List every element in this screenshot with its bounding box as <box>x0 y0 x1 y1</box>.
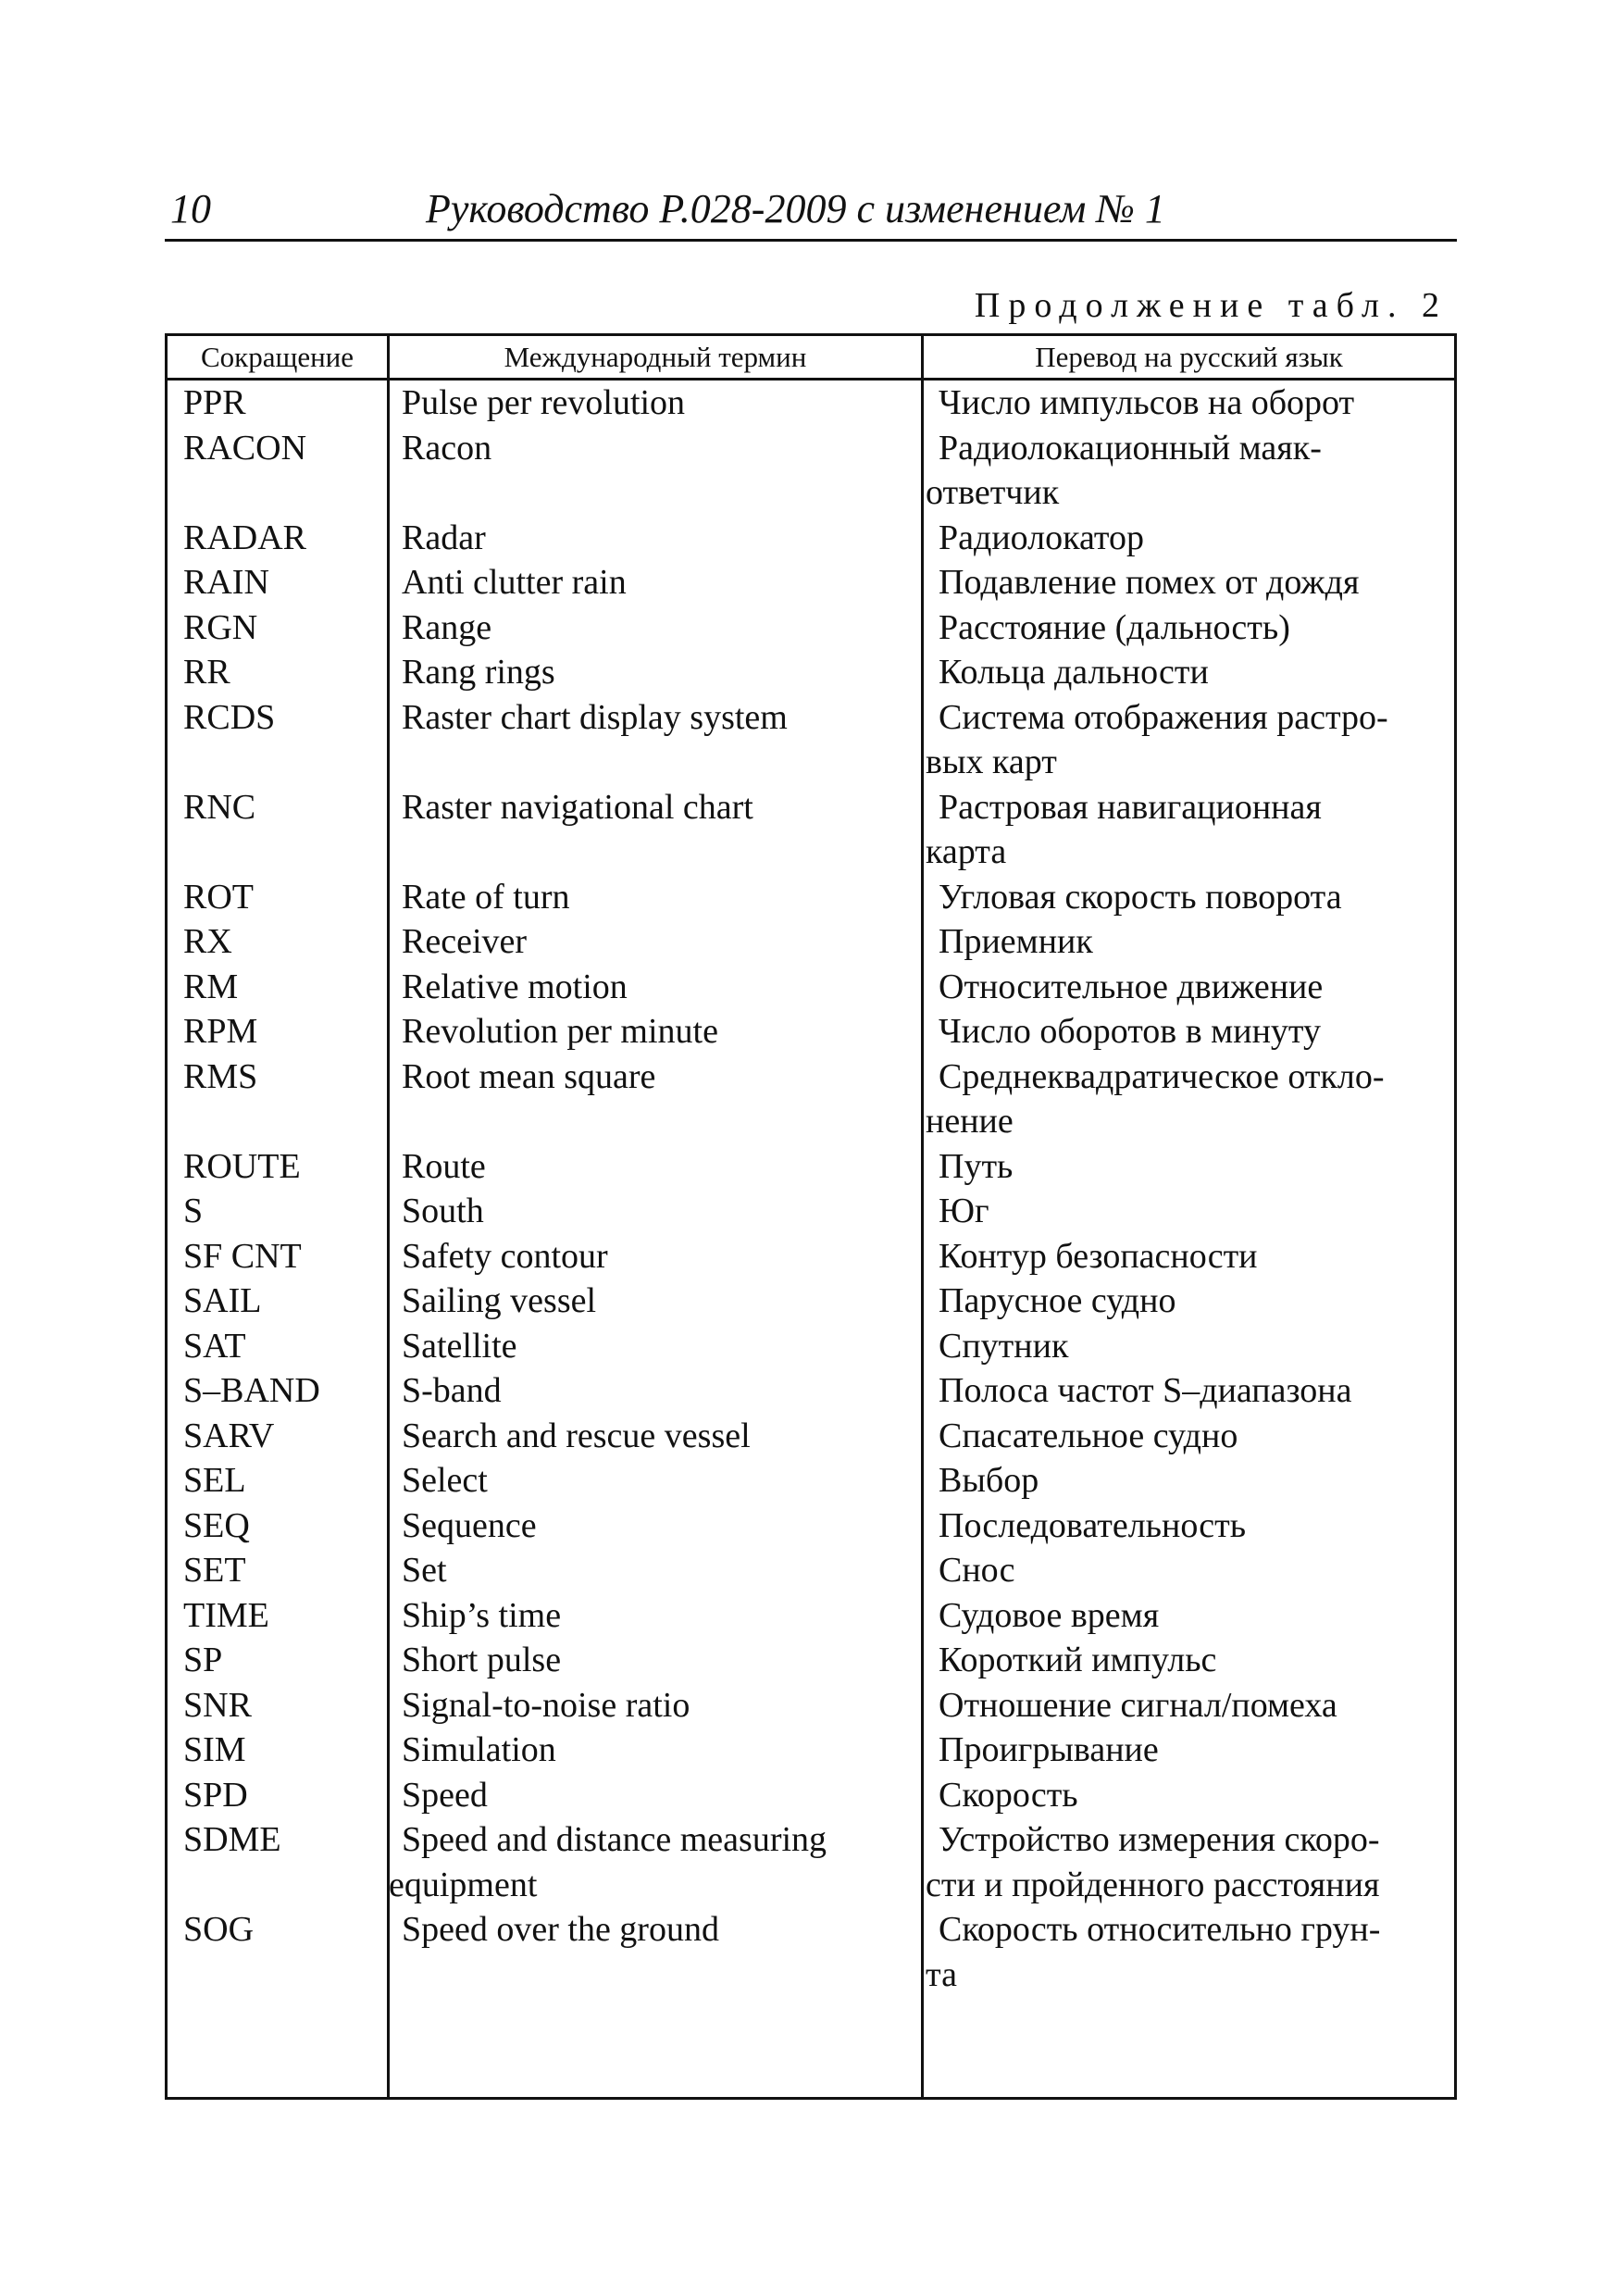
russian-translation: Юг <box>939 1192 989 1230</box>
abbreviation: SAT <box>183 1326 246 1366</box>
abbreviation-cell <box>168 1638 388 1683</box>
international-term: Root mean square <box>402 1056 656 1096</box>
international-term-cell <box>388 560 923 605</box>
international-term: S-band <box>402 1371 502 1410</box>
table-header <box>168 336 1454 381</box>
abbreviation: ROUTE <box>183 1146 301 1186</box>
russian-translation-cell <box>923 1054 1454 1144</box>
international-term: Ship’s time <box>402 1595 562 1635</box>
abbreviation: PPR <box>183 383 246 422</box>
international-term: equipment <box>389 1865 538 1904</box>
russian-translation-cell <box>923 1324 1454 1369</box>
russian-translation: карта <box>926 832 1007 871</box>
russian-translation: нение <box>926 1102 1014 1141</box>
russian-translation: Кольца дальности <box>939 653 1209 692</box>
international-term: Sailing vessel <box>402 1281 597 1320</box>
table-row <box>168 1817 1454 1907</box>
table-row <box>168 919 1454 965</box>
international-term-cell <box>388 650 923 695</box>
international-term-cell <box>388 1368 923 1414</box>
russian-translation-cell <box>923 1368 1454 1414</box>
abbreviation-cell <box>168 605 388 651</box>
russian-translation-cell <box>923 1548 1454 1593</box>
international-term: Raster navigational chart <box>402 787 753 827</box>
international-term-cell <box>388 1189 923 1234</box>
russian-translation-cell <box>923 381 1454 426</box>
table-row <box>168 875 1454 920</box>
glossary-body <box>168 381 1454 1997</box>
international-term-cell <box>388 695 923 785</box>
column-header-international-term: Международный термин <box>504 341 807 373</box>
russian-translation-cell <box>923 1458 1454 1504</box>
international-term-cell <box>388 1683 923 1728</box>
international-term: Speed <box>402 1775 488 1815</box>
international-term: Pulse per revolution <box>402 383 686 422</box>
russian-translation-cell <box>923 1189 1454 1234</box>
abbreviation: ROT <box>183 877 254 917</box>
international-term-cell <box>388 516 923 561</box>
abbreviation: S <box>183 1192 204 1230</box>
international-term-cell <box>388 919 923 965</box>
russian-translation-cell <box>923 1144 1454 1190</box>
russian-translation: Угловая скорость поворота <box>939 877 1342 917</box>
international-term-cell <box>388 1593 923 1639</box>
russian-translation-cell <box>923 875 1454 920</box>
abbreviation: RACON <box>183 428 307 468</box>
international-term: Range <box>402 607 492 647</box>
russian-translation: Отношение сигнал/помеха <box>939 1685 1337 1725</box>
russian-translation: Число импульсов на оборот <box>939 383 1355 422</box>
russian-translation-cell <box>923 426 1454 516</box>
international-term-cell <box>388 1458 923 1504</box>
international-term-cell <box>388 875 923 920</box>
abbreviation: TIME <box>183 1595 269 1635</box>
russian-translation: Радиолокатор <box>939 518 1145 557</box>
abbreviation: SF CNT <box>183 1236 302 1276</box>
international-term-cell <box>388 1548 923 1593</box>
russian-translation-cell <box>923 1414 1454 1459</box>
abbreviation-cell <box>168 1548 388 1593</box>
russian-translation-cell <box>923 1504 1454 1549</box>
international-term: Select <box>402 1461 488 1500</box>
abbreviation-cell <box>168 1009 388 1054</box>
international-term-cell <box>388 426 923 516</box>
russian-translation: ответчик <box>926 473 1060 512</box>
abbreviation-cell <box>168 1504 388 1549</box>
abbreviation-cell <box>168 1414 388 1459</box>
abbreviation: SEQ <box>183 1505 250 1545</box>
abbreviation-cell <box>168 381 388 426</box>
abbreviation-cell <box>168 1817 388 1907</box>
russian-translation: Скорость <box>939 1775 1078 1815</box>
international-term-cell <box>388 1817 923 1907</box>
abbreviation-cell <box>168 1234 388 1279</box>
table-row <box>168 1458 1454 1504</box>
russian-translation: Растровая навигационная <box>939 787 1322 827</box>
table-row <box>168 1189 1454 1234</box>
international-term: Short pulse <box>402 1641 562 1679</box>
abbreviation-cell <box>168 1773 388 1818</box>
russian-translation-cell <box>923 919 1454 965</box>
abbreviation-cell <box>168 650 388 695</box>
international-term: Sequence <box>402 1505 537 1545</box>
russian-translation: Подавление помех от дождя <box>939 563 1360 602</box>
international-term: Route <box>402 1146 486 1186</box>
table-row <box>168 1368 1454 1414</box>
abbreviation-cell <box>168 1683 388 1728</box>
abbreviation-cell <box>168 875 388 920</box>
abbreviation: SARV <box>183 1416 275 1455</box>
abbreviation-cell <box>168 560 388 605</box>
international-term-cell <box>388 1324 923 1369</box>
russian-translation-cell <box>923 560 1454 605</box>
russian-translation-cell <box>923 1279 1454 1324</box>
abbreviation-cell <box>168 965 388 1010</box>
international-term-cell <box>388 1638 923 1683</box>
table-row <box>168 695 1454 785</box>
table-row <box>168 426 1454 516</box>
table-row <box>168 1234 1454 1279</box>
table-row <box>168 1683 1454 1728</box>
russian-translation: Спутник <box>939 1326 1069 1366</box>
russian-translation-cell <box>923 785 1454 875</box>
international-term: Signal-to-noise ratio <box>402 1685 690 1725</box>
abbreviation: RADAR <box>183 518 307 557</box>
international-term-cell <box>388 381 923 426</box>
russian-translation-cell <box>923 695 1454 785</box>
running-title: Руководство Р.028-2009 с изменением № 1 <box>426 186 1165 231</box>
abbreviation-cell <box>168 1728 388 1773</box>
russian-translation-cell <box>923 1009 1454 1054</box>
russian-translation: Полоса частот S–диапазона <box>939 1371 1352 1410</box>
international-term: South <box>402 1192 484 1230</box>
table-row <box>168 1054 1454 1144</box>
russian-translation: Приемник <box>939 922 1093 961</box>
international-term-cell <box>388 1504 923 1549</box>
abbreviation: RNC <box>183 787 256 827</box>
russian-translation: Проигрывание <box>939 1730 1159 1769</box>
international-term-cell <box>388 1728 923 1773</box>
table-row <box>168 516 1454 561</box>
abbreviation-cell <box>168 516 388 561</box>
abbreviation: RX <box>183 922 232 961</box>
russian-translation: Выбор <box>939 1461 1039 1500</box>
international-term: Radar <box>402 518 486 557</box>
international-term-cell <box>388 1009 923 1054</box>
table-row <box>168 1773 1454 1818</box>
russian-translation: Относительное движение <box>939 967 1324 1006</box>
table-row <box>168 1279 1454 1324</box>
table-row <box>168 1728 1454 1773</box>
russian-translation: Спасательное судно <box>939 1416 1238 1455</box>
russian-translation: Расстояние (дальность) <box>939 607 1290 647</box>
international-term: Speed over the ground <box>402 1910 719 1949</box>
table-row <box>168 1638 1454 1683</box>
abbreviation: RR <box>183 653 230 692</box>
russian-translation: Радиолокационный маяк- <box>939 428 1322 468</box>
international-term-cell <box>388 1234 923 1279</box>
abbreviation-cell <box>168 785 388 875</box>
abbreviation-cell <box>168 919 388 965</box>
international-term: Rate of turn <box>402 877 570 917</box>
russian-translation: та <box>926 1954 957 1994</box>
russian-translation-cell <box>923 1683 1454 1728</box>
abbreviation-cell <box>168 1054 388 1144</box>
russian-translation-cell <box>923 1728 1454 1773</box>
russian-translation: Контур безопасности <box>939 1236 1258 1276</box>
russian-translation-cell <box>923 965 1454 1010</box>
abbreviation: RGN <box>183 607 258 647</box>
russian-translation-cell <box>923 516 1454 561</box>
abbreviation-cell <box>168 1907 388 1997</box>
international-term: Revolution per minute <box>402 1012 718 1051</box>
abbreviation: SP <box>183 1641 223 1679</box>
abbreviation: SIM <box>183 1730 246 1769</box>
russian-translation: Судовое время <box>939 1595 1160 1635</box>
russian-translation-cell <box>923 605 1454 651</box>
international-term: Search and rescue vessel <box>402 1416 751 1455</box>
abbreviation-cell <box>168 1144 388 1190</box>
abbreviation-cell <box>168 1324 388 1369</box>
table-row <box>168 1593 1454 1639</box>
russian-translation: Короткий импульс <box>939 1641 1217 1679</box>
table-row <box>168 1144 1454 1190</box>
russian-translation: Число оборотов в минуту <box>939 1012 1322 1051</box>
international-term-cell <box>388 1054 923 1144</box>
abbreviation: RCDS <box>183 697 276 737</box>
page-header <box>165 185 1457 242</box>
table-row <box>168 650 1454 695</box>
table-row <box>168 1907 1454 1997</box>
russian-translation-cell <box>923 1234 1454 1279</box>
abbreviation: SOG <box>183 1910 255 1949</box>
abbreviation: SAIL <box>183 1281 262 1320</box>
russian-translation: сти и пройденного расстояния <box>926 1865 1380 1904</box>
table-row <box>168 785 1454 875</box>
table-row <box>168 605 1454 651</box>
russian-translation: вых карт <box>926 742 1057 781</box>
international-term: Satellite <box>402 1326 517 1366</box>
russian-translation-cell <box>923 650 1454 695</box>
international-term: Set <box>402 1551 447 1590</box>
abbreviation: RPM <box>183 1012 258 1051</box>
table-caption: Продолжение табл. 2 <box>974 286 1448 325</box>
abbreviation-cell <box>168 695 388 785</box>
international-term: Safety contour <box>402 1236 608 1276</box>
abbreviation-cell <box>168 1279 388 1324</box>
international-term-cell <box>388 1414 923 1459</box>
table-row <box>168 560 1454 605</box>
table-row <box>168 1548 1454 1593</box>
abbreviation: SET <box>183 1551 246 1590</box>
russian-translation-cell <box>923 1593 1454 1639</box>
abbreviation-cell <box>168 426 388 516</box>
international-term: Raster chart display system <box>402 697 788 737</box>
page-number: 10 <box>170 186 211 231</box>
international-term: Racon <box>402 428 492 468</box>
russian-translation-cell <box>923 1907 1454 1997</box>
russian-translation-cell <box>923 1638 1454 1683</box>
abbreviation: RM <box>183 967 239 1006</box>
russian-translation: Последовательность <box>939 1505 1247 1545</box>
table-row <box>168 1009 1454 1054</box>
abbreviation: SEL <box>183 1461 246 1500</box>
international-term-cell <box>388 785 923 875</box>
table-row <box>168 965 1454 1010</box>
abbreviation-cell <box>168 1458 388 1504</box>
abbreviation-cell <box>168 1189 388 1234</box>
international-term: Relative motion <box>402 967 628 1006</box>
russian-translation: Устройство измерения скоро- <box>939 1820 1380 1859</box>
table-row <box>168 1504 1454 1549</box>
table-row <box>168 1324 1454 1369</box>
column-header-abbreviation: Сокращение <box>200 341 354 373</box>
russian-translation-cell <box>923 1773 1454 1818</box>
abbreviation: S–BAND <box>183 1371 320 1410</box>
abbreviation: SPD <box>183 1775 248 1815</box>
abbreviation: RAIN <box>183 563 269 602</box>
abbreviation: SDME <box>183 1820 281 1859</box>
international-term-cell <box>388 605 923 651</box>
abbreviation-cell <box>168 1368 388 1414</box>
russian-translation: Снос <box>939 1551 1015 1590</box>
table-row <box>168 1414 1454 1459</box>
russian-translation: Парусное судно <box>939 1281 1176 1320</box>
table-row <box>168 381 1454 426</box>
international-term: Speed and distance measuring <box>402 1820 827 1859</box>
abbreviation: RMS <box>183 1056 258 1096</box>
russian-translation: Скорость относительно грун- <box>939 1910 1381 1949</box>
russian-translation: Среднеквадратическое откло- <box>939 1056 1385 1096</box>
russian-translation: Путь <box>939 1146 1014 1186</box>
international-term: Receiver <box>402 922 528 961</box>
international-term-cell <box>388 1773 923 1818</box>
international-term: Simulation <box>402 1730 556 1769</box>
international-term-cell <box>388 1907 923 1997</box>
russian-translation: Система отображения растро- <box>939 697 1388 737</box>
glossary-table <box>165 333 1457 2100</box>
international-term-cell <box>388 1144 923 1190</box>
international-term-cell <box>388 965 923 1010</box>
column-header-russian-translation: Перевод на русский язык <box>1035 341 1343 373</box>
international-term-cell <box>388 1279 923 1324</box>
russian-translation-cell <box>923 1817 1454 1907</box>
abbreviation-cell <box>168 1593 388 1639</box>
international-term: Anti clutter rain <box>402 563 627 602</box>
international-term: Rang rings <box>402 653 555 692</box>
abbreviation: SNR <box>183 1685 252 1725</box>
